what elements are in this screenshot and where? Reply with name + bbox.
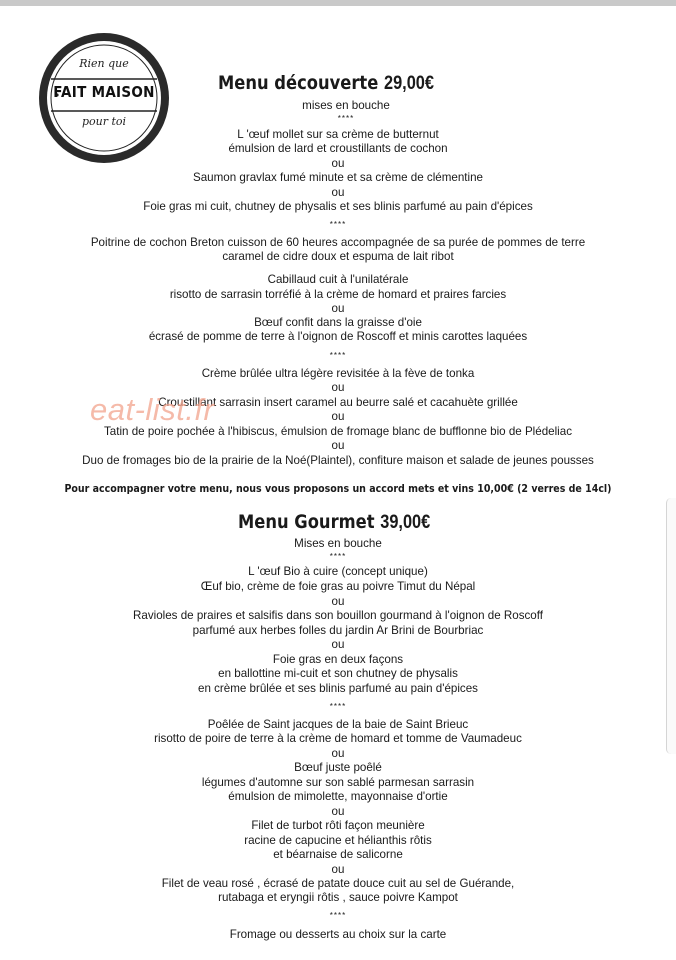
menu-line: ou [331,595,345,608]
menu-line: ou [331,157,345,170]
menu-line: Bœuf juste poêlé [294,761,382,774]
menu-line: L 'œuf mollet sur sa crème de butternut [237,128,439,141]
menu-line: Poêlée de Saint jacques de la baie de Saint Brieuc [207,718,469,731]
menu-decouverte-name: Menu découverte [218,72,379,94]
menu-line: caramel de cidre doux et espuma de lait ribot [222,250,454,263]
menu-line: mises en bouche [302,99,390,112]
menu-line: risotto de sarrasin torréfié à la crème de homard et praires farcies [169,288,507,301]
menu-line: émulsion de mimolette, mayonnaise d'ortie [228,790,448,803]
menu-line: ou [331,439,345,452]
menu-line: risotto de poire de terre à la crème de homard et tomme de Vaumadeuc [154,732,522,745]
accord-note: Pour accompagner votre menu, nous vous proposons un accord mets et vins 10,00€ (2 verres de 14cl) [64,484,612,495]
menu-line: Fromage ou desserts au choix sur la carte [229,928,447,941]
menu-gourmet-price: 39,00€ [380,512,431,533]
menu-line: rutabaga et eryngii rôtis , sauce poivre Kampot [218,891,458,904]
menu-line: Filet de veau rosé , écrasé de patate douce cuit au sel de Guérande, [161,877,515,890]
menu-line: ou [331,747,345,760]
menu-line: ou [331,805,345,818]
menu-line: Bœuf confit dans la graisse d'oie [254,316,422,329]
menu-decouverte-title [218,72,434,95]
menu-line: Cabillaud cuit à l'unilatérale [267,273,409,286]
menu-gourmet-title [238,511,430,534]
menu-line: Crème brûlée ultra légère revisitée à la fève de tonka [201,367,475,380]
menu-line: ou [331,863,345,876]
menu-line: Duo de fromages bio de la prairie de la Noé(Plaintel), confiture maison et salade de jeunes pousses [82,454,594,467]
menu-line: ou [331,186,345,199]
menu-line: racine de capucine et hélianthis rôtis [244,834,432,847]
menu-line: écrasé de pomme de terre à l'oignon de Roscoff et minis carottes laquées [148,330,528,343]
menu-gourmet-name: Menu Gourmet [238,511,375,533]
menu-line: en crème brûlée et ses blinis parfumé au pain d'épices [198,682,478,695]
separator: **** [329,552,347,561]
menu-decouverte-price: 29,00€ [384,73,434,94]
menu-line: Œuf bio, crème de foie gras au poivre Timut du Népal [200,580,476,593]
menu-line: émulsion de lard et croustillants de cochon [228,142,448,155]
separator: **** [329,220,347,229]
menu-line: Poitrine de cochon Breton cuisson de 60 heures accompagnée de sa purée de pommes de terre [90,236,586,249]
menu-line: ou [331,302,345,315]
menu-line: et béarnaise de salicorne [273,848,403,861]
stamp-main-text: FAIT MAISON [53,83,155,101]
menu-line: légumes d'automne sur son sablé parmesan sarrasin [201,776,475,789]
menu-line: Mises en bouche [294,537,382,550]
menu-line: Croustillant sarrasin insert caramel au beurre salé et cacahuète grillée [158,396,518,409]
menu-line: Filet de turbot rôti façon meunière [251,819,425,832]
separator: **** [329,702,347,711]
menu-line: en ballottine mi-cuit et son chutney de physalis [218,667,458,680]
separator: **** [337,114,355,123]
menu-line: ou [331,638,345,651]
menu-line: Foie gras mi cuit, chutney de physalis et ses blinis parfumé au pain d'épices [143,200,533,213]
menu-line: parfumé aux herbes folles du jardin Ar Brini de Bourbriac [192,624,484,637]
site-watermark: eat-list.fr [90,392,215,427]
separator: **** [329,911,347,920]
menu-line: Foie gras en deux façons [272,653,404,666]
separator: **** [329,351,347,360]
menu-line: Tatin de poire pochée à l'hibiscus, émulsion de fromage blanc de bufflonne bio de Plédeliac [104,425,572,438]
menu-line: ou [331,381,345,394]
top-bar [0,0,676,6]
stamp-top-text: Rien que [79,57,129,70]
menu-line: ou [331,410,345,423]
menu-line: Ravioles de praires et salsifis dans son bouillon gourmand à l'oignon de Roscoff [133,609,543,622]
menu-line: Saumon gravlax fumé minute et sa crème de clémentine [193,171,483,184]
stamp-bottom-text: pour toi [81,115,127,128]
menu-line: L 'œuf Bio à cuire (concept unique) [248,565,428,578]
